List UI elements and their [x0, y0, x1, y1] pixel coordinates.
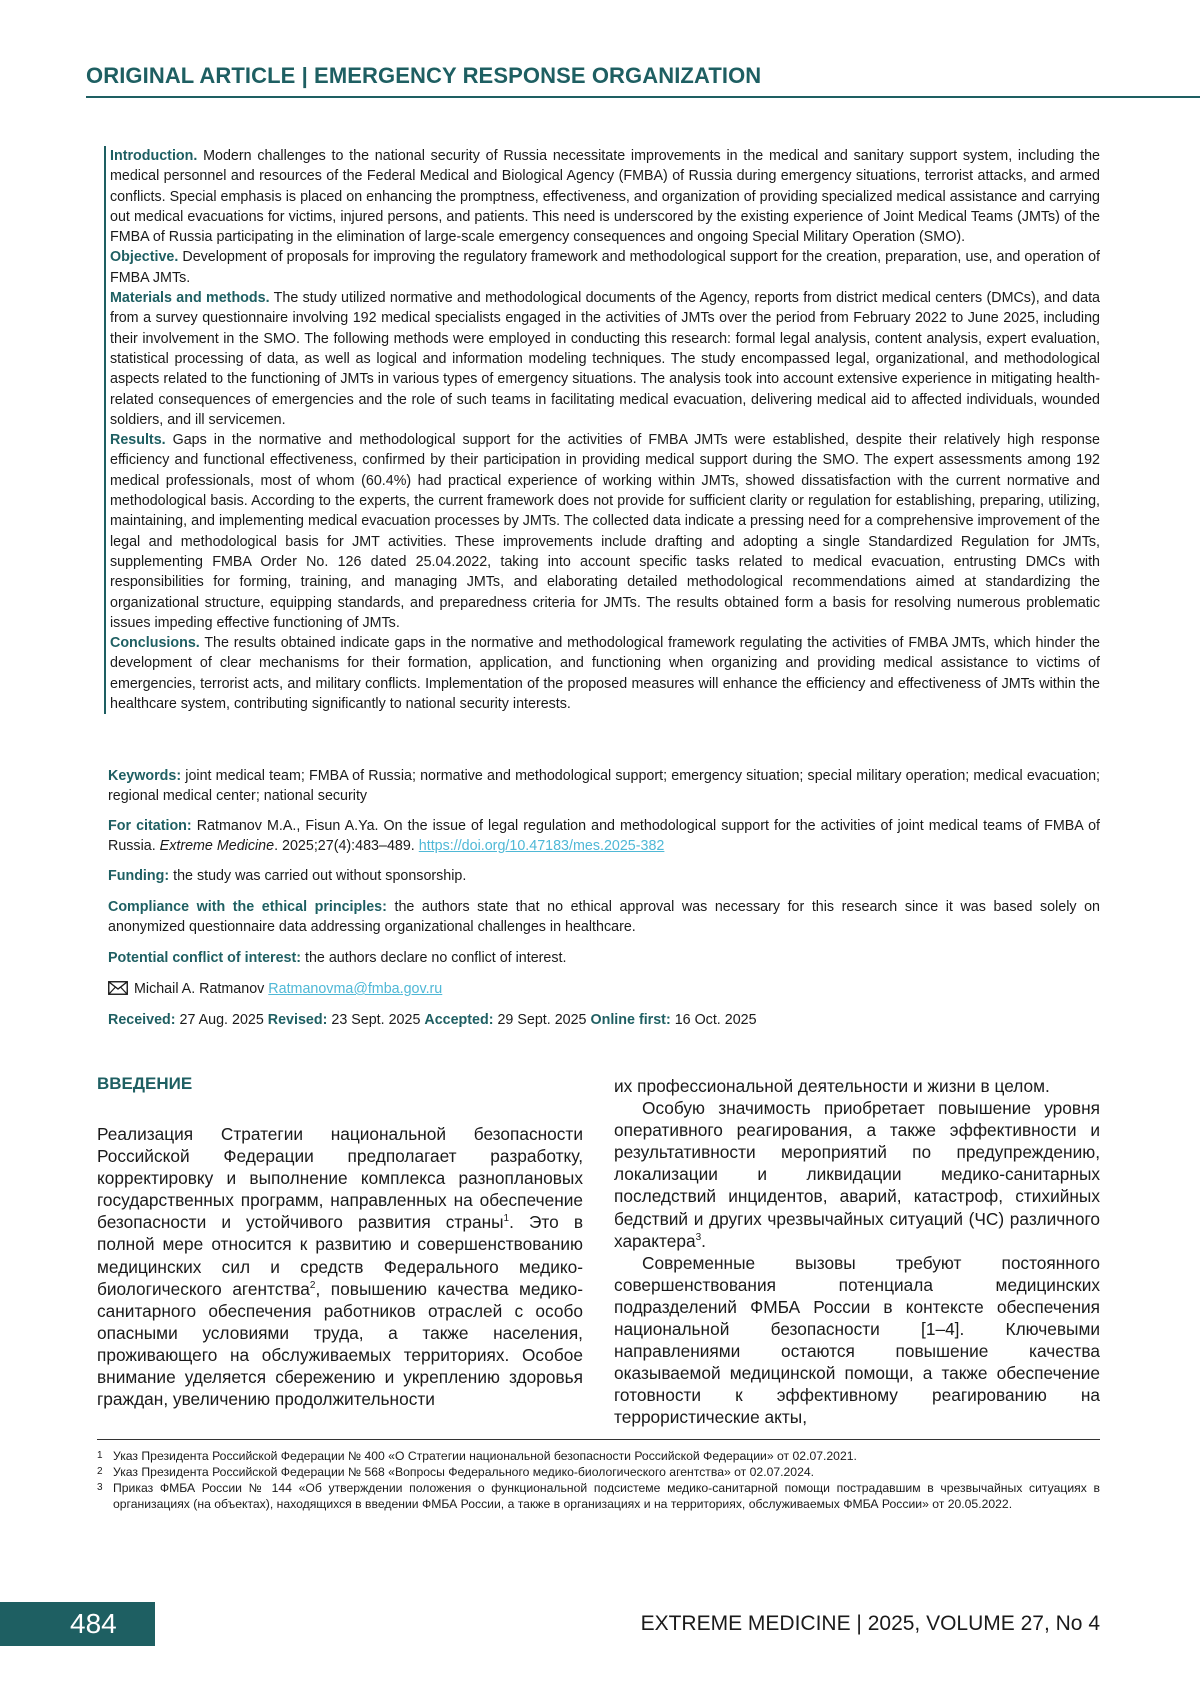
- results-text: Gaps in the normative and methodological support for the activities of FMBA JMTs were established, despite their relatively high response efficiency and functional effectiveness, confirmed by their participation in providing medical support during the SMO. The expert assessments among 192 medical professionals, most of whom (60.4%) had practical experience of working within JMTs, showed dissatisfaction with the current normative and methodological basis. According to the experts, the current framework does not provide for sufficient clarity or regulation for establishing, preparing, utilizing, maintaining, and implementing medical evacuation processes by JMTs. The collected data indicate a pressing need for a comprehensive improvement of the legal and methodological basis for JMT activities. These improvements include drafting and adopting a single Standardized Regulation for JMTs, supplementing FMBA Order No. 126 dated 25.04.2022, taking into account specific tasks related to medical evacuation, entrusting DMCs with responsibilities for forming, training, and managing JMTs, and elaborating detailed methodological recommendations aimed at standardizing the organizational structure, equipping standards, and preparedness criteria for JMTs. The results obtained form a basis for resolving numerous problematic issues impeding effective functioning of JMTs.: [110, 432, 1100, 631]
- footnote-ref[interactable]: 3: [695, 1231, 702, 1243]
- conflict-of-interest: [108, 948, 1100, 968]
- conclusions-label: Conclusions.: [110, 635, 200, 652]
- doi-link[interactable]: https://doi.org/10.47183/mes.2025-382: [418, 838, 665, 855]
- footnote-number: 2: [97, 1466, 103, 1477]
- citation-journal: Extreme Medicine: [159, 838, 275, 855]
- abstract-results: [110, 430, 1100, 633]
- funding-text: the study was carried out without sponsorship.: [169, 868, 467, 884]
- citation: [108, 816, 1100, 857]
- results-label: Results.: [110, 432, 166, 449]
- introduction-label: Introduction.: [110, 148, 198, 164]
- keywords-label: Keywords:: [108, 768, 182, 784]
- footnote: [97, 1480, 1100, 1512]
- conclusions-text: The results obtained indicate gaps in the normative and methodological framework regulating the activities of FMBA JMTs, which hinder the development of clear mechanisms for their formation, application, and functioning when organizing and providing medical assistance to victims of emergencies, terrorist acts, and military conflicts. Implementation of the proposed measures will enhance the efficiency and effectiveness of JMTs within the healthcare system, contributing significantly to national security interests.: [110, 635, 1100, 713]
- objective-label: Objective.: [110, 249, 179, 266]
- revised-date: 23 Sept. 2025: [327, 1012, 425, 1028]
- ethics-label: Compliance with the ethical principles:: [108, 899, 387, 915]
- footnote-rule: [97, 1439, 1100, 1440]
- citation-label: For citation:: [108, 818, 192, 834]
- body-column-left: [97, 1123, 583, 1410]
- footnote-text: Приказ ФМБА России № 144 «Об утверждении положения о функциональной подсистеме медико-санитарной помощи пострадавшим в чрезвычайных ситуациях в организациях (на объектах), находящихся в введении ФМБА России, а также в организациях и на территориях, обслуживаемых ФМБА России» от 20.05.2022.: [113, 1481, 1100, 1511]
- footnote-number: 3: [97, 1482, 103, 1493]
- abstract-introduction: [110, 146, 1100, 247]
- methods-text: The study utilized normative and methodological documents of the Agency, reports from district medical centers (DMCs), and data from a survey questionnaire involving 192 medical specialists engaged in the activities of JMTs over the period from February 2022 to June 2025, including their involvement in the SMO. The following methods were employed in conducting this research: formal legal analysis, content analysis, expert evaluation, statistical processing of data, as well as logical and information modeling techniques. The study encompassed legal, organizational, and methodological aspects related to the functioning of JMTs in various types of emergency situations. The analysis took into account extensive experience in mitigating health-related consequences of emergencies and the role of such teams in facilitating medical evacuation, delivering medical aid to affected individuals, wounded soldiers, and ill servicemen.: [110, 290, 1100, 428]
- introduction-text: Modern challenges to the national security of Russia necessitate improvements in the medical and sanitary support system, including the medical personnel and resources of the Federal Medical and Biological Agency (FMBA) of Russia during emergency situations, terrorist attacks, and armed conflicts. Special emphasis is placed on enhancing the promptness, effectiveness, and organization of providing specialized medical assistance and carrying out medical evacuations for victims, injured persons, and patients. This need is underscored by the existing experience of Joint Medical Teams (JMTs) of the FMBA of Russia participating in the elimination of large-scale emergency consequences and ongoing Special Military Operation (SMO).: [110, 148, 1100, 246]
- accepted-date: 29 Sept. 2025: [493, 1012, 591, 1028]
- body-column-right: [614, 1075, 1100, 1429]
- section-heading-introduction: ВВЕДЕНИЕ: [97, 1074, 193, 1093]
- footnote: [97, 1464, 1100, 1480]
- body-text: . Это в полной мере относится к развитию и совершенствованию медицинских сил и средств Федерального медико-биологического агентства: [97, 1212, 584, 1299]
- citation-details: . 2025;27(4):483–489.: [274, 838, 419, 855]
- footnotes: [97, 1448, 1100, 1512]
- footnote-ref[interactable]: 1: [503, 1213, 510, 1225]
- funding: [108, 866, 1100, 886]
- revised-label: Revised:: [267, 1012, 328, 1028]
- received-label: Received:: [108, 1012, 176, 1028]
- author-name: Michail A. Ratmanov: [134, 981, 269, 997]
- methods-label: Materials and methods.: [110, 290, 270, 307]
- accepted-label: Accepted:: [424, 1012, 494, 1028]
- body-paragraph: Современные вызовы требуют постоянного совершенствования потенциала медицинских подразделений ФМБА России в контексте обеспечения национальной безопасности [1–4]. Ключевыми направлениями остаются повышение качества оказываемой медицинской помощи, а также обеспечение готовности к эффективному реагированию на террористические акты,: [614, 1252, 1100, 1428]
- envelope-icon: [108, 981, 128, 995]
- body-paragraph: [614, 1097, 1100, 1252]
- header-rule: [86, 96, 1200, 98]
- footnote-text: Указ Президента Российской Федерации № 568 «Вопросы Федерального медико-биологического агентства» от 02.07.2024.: [113, 1465, 815, 1479]
- online-label: Online first:: [590, 1012, 671, 1028]
- abstract-objective: [110, 247, 1100, 288]
- objective-text: Development of proposals for improving the regulatory framework and methodological support for the creation, preparation, use, and operation of FMBA JMTs.: [110, 249, 1100, 286]
- footnote-number: 1: [97, 1450, 103, 1461]
- conflict-text: the authors declare no conflict of interest.: [301, 950, 567, 966]
- keywords-text: joint medical team; FMBA of Russia; normative and methodological support; emergency situation; special military operation; medical evacuation; regional medical center; national security: [108, 768, 1100, 805]
- ethics-text: the authors state that no ethical approval was necessary for this research since it was based solely on anonymized questionnaire data addressing organizational challenges in healthcare.: [108, 899, 1100, 936]
- received-date: 27 Aug. 2025: [175, 1012, 268, 1028]
- footnote-text: Указ Президента Российской Федерации № 400 «О Стратегии национальной безопасности Российской Федерации» от 02.07.2021.: [113, 1449, 857, 1463]
- online-date: 16 Oct. 2025: [670, 1012, 757, 1028]
- abstract: [104, 146, 1100, 714]
- page-number: 484: [0, 1602, 155, 1646]
- body-paragraph: их профессиональной деятельности и жизни в целом.: [614, 1076, 1050, 1096]
- journal-footer: EXTREME MEDICINE | 2025, VOLUME 27, No 4: [640, 1612, 1100, 1635]
- body-text: Особую значимость приобретает повышение уровня оперативного реагирования, а также эффективности и результативности мероприятий по предупреждению, локализации и ликвидации медико-санитарных последствий инцидентов, аварий, катастроф, стихийных бедствий и других чрезвычайных ситуаций (ЧС) различного характера: [614, 1098, 1100, 1251]
- article-dates: [108, 1010, 1100, 1030]
- footnote-ref[interactable]: 2: [309, 1279, 316, 1291]
- author-email-link[interactable]: Ratmanovma@fmba.gov.ru: [268, 981, 443, 997]
- body-text: , повышению качества медико-санитарного обеспечения работников отраслей с особо опасными условиями труда, а также населения, проживающего на обслуживаемых территориях. Особое внимание уделяется сбережению и укреплению здоровья граждан, увеличению продолжительности: [97, 1278, 583, 1410]
- abstract-conclusions: [110, 633, 1100, 714]
- funding-label: Funding:: [108, 868, 170, 884]
- correspondence: [108, 979, 1100, 999]
- section-header: ORIGINAL ARTICLE | EMERGENCY RESPONSE ORGANIZATION: [86, 63, 762, 88]
- abstract-methods: [110, 288, 1100, 430]
- footnote: [97, 1448, 1100, 1464]
- ethics: [108, 897, 1100, 938]
- body-text: .: [701, 1230, 706, 1251]
- conflict-label: Potential conflict of interest:: [108, 950, 302, 966]
- body-text: Реализация Стратегии национальной безопасности Российской Федерации предполагает разработку, корректировку и выполнение комплекса разноплановых государственных программ, направленных на обеспечение безопасности и устойчивого развития страны: [97, 1124, 583, 1233]
- keywords: [108, 766, 1100, 807]
- citation-text: Ratmanov M.A., Fisun A.Ya. On the issue of legal regulation and methodological support for the activities of joint medical teams of FMBA of Russia.: [108, 818, 1100, 855]
- body-paragraph: [97, 1123, 583, 1410]
